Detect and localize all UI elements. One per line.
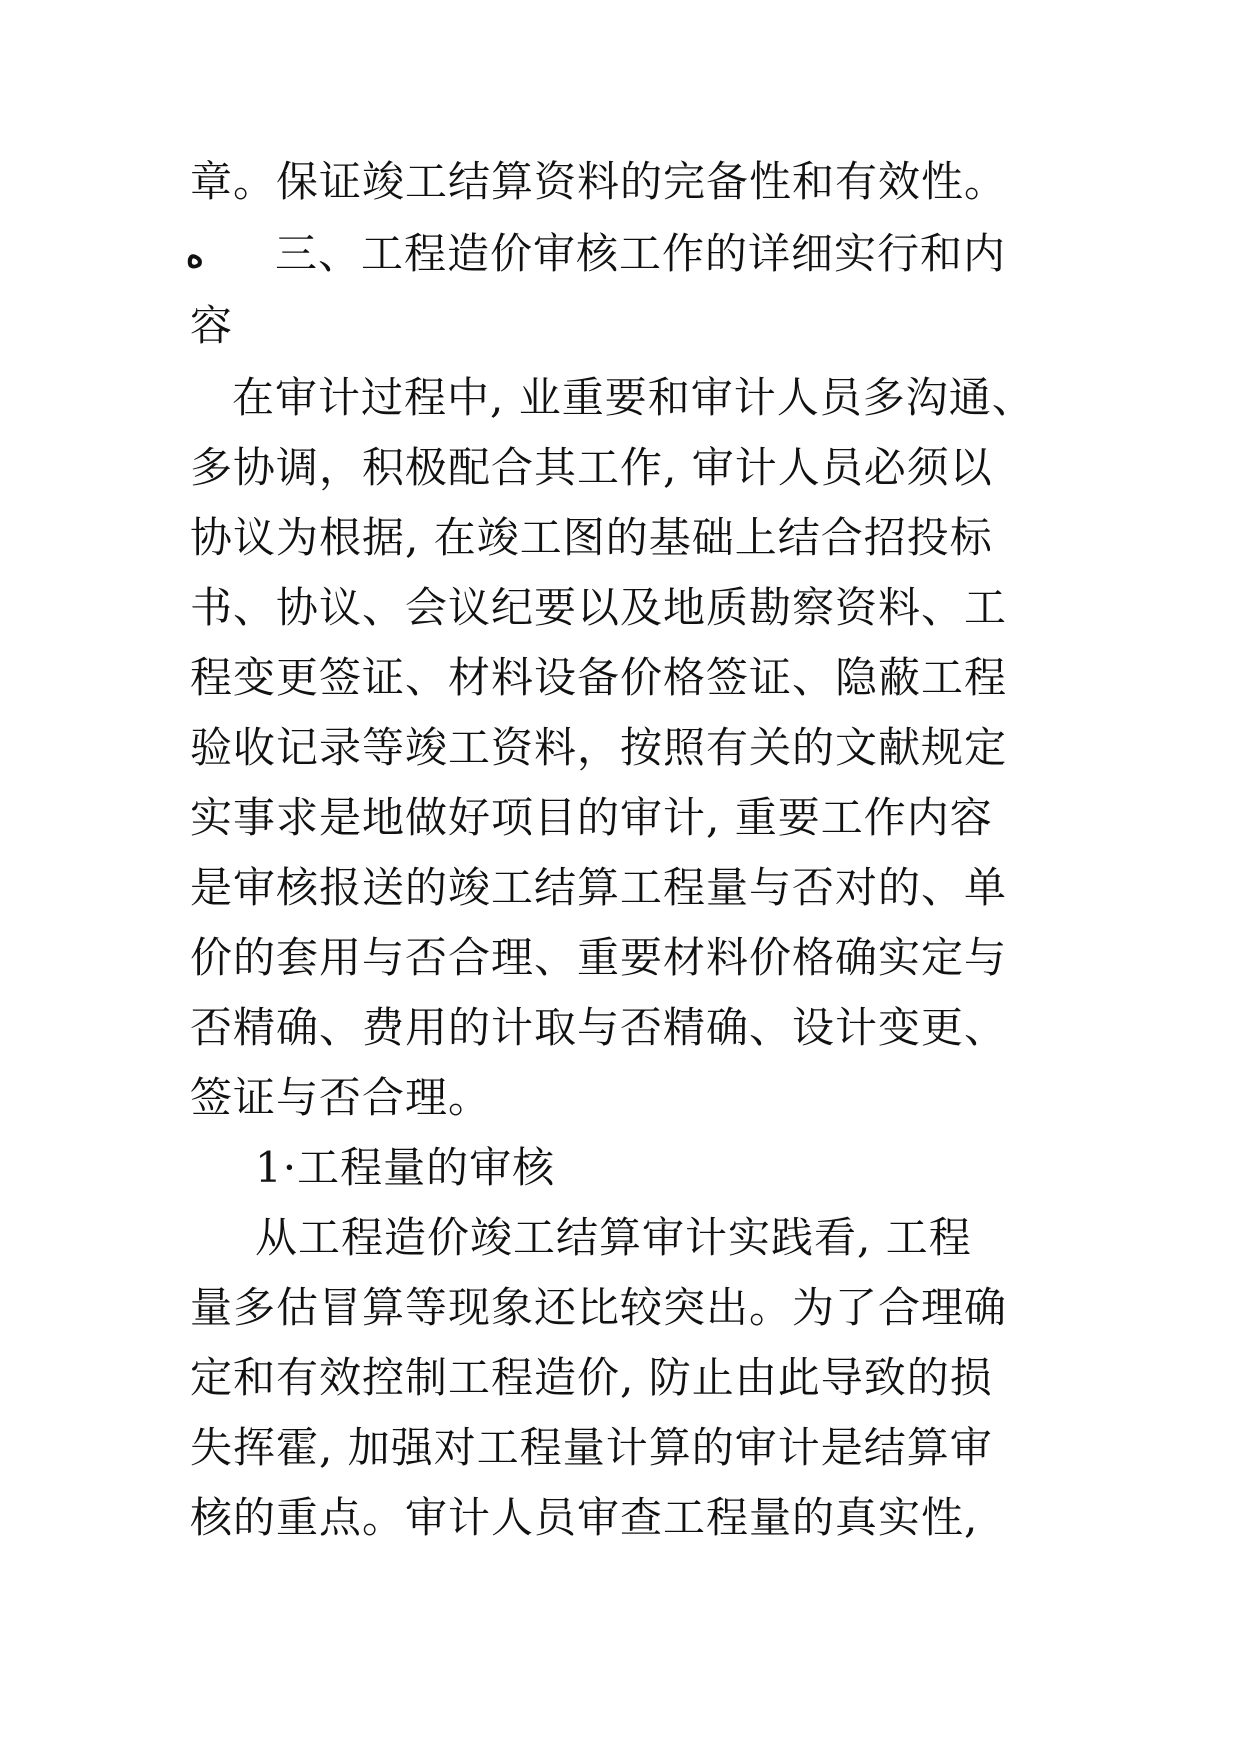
text-line-1: 章。保证竣工结算资料的完备性和有效性。: [190, 157, 1008, 206]
section-heading-line-2: 容: [190, 301, 234, 350]
text-line-18: 定和有效控制工程造价, 防止由此导致的损: [190, 1353, 993, 1402]
text-line-20: 核的重点。审计人员审查工程量的真实性,: [190, 1493, 979, 1542]
text-line-14: 签证与否合理。: [190, 1073, 492, 1122]
text-line-7: 书、协议、会议纪要以及地质勘察资料、工: [190, 583, 1008, 632]
text-line-9: 验收记录等竣工资料，按照有关的文献规定: [190, 723, 1008, 772]
paragraph-marker-glyph: ه: [186, 236, 204, 276]
text-line-19: 失挥霍, 加强对工程量计算的审计是结算审: [190, 1423, 993, 1472]
text-line-16: 从工程造价竣工结算审计实践看, 工程: [255, 1213, 972, 1262]
text-line-8: 程变更签证、材料设备价格签证、隐蔽工程: [190, 653, 1008, 702]
text-line-6: 协议为根据, 在竣工图的基础上结合招投标: [190, 513, 993, 562]
text-line-11: 是审核报送的竣工结算工程量与否对的、单: [190, 863, 1008, 912]
text-line-4: 在审计过程中, 业重要和审计人员多沟通、: [232, 373, 1035, 422]
subsection-heading: 1·工程量的审核: [255, 1143, 556, 1192]
text-line-5: 多协调，积极配合其工作, 审计人员必须以: [190, 443, 993, 492]
text-line-10: 实事求是地做好项目的审计, 重要工作内容: [190, 793, 993, 842]
section-heading-line-1: 三、工程造价审核工作的详细实行和内: [275, 229, 1007, 278]
text-line-13: 否精确、费用的计取与否精确、设计变更、: [190, 1003, 1008, 1052]
text-line-12: 价的套用与否合理、重要材料价格确实定与: [190, 933, 1008, 982]
text-line-17: 量多估冒算等现象还比较突出。为了合理确: [190, 1283, 1008, 1332]
